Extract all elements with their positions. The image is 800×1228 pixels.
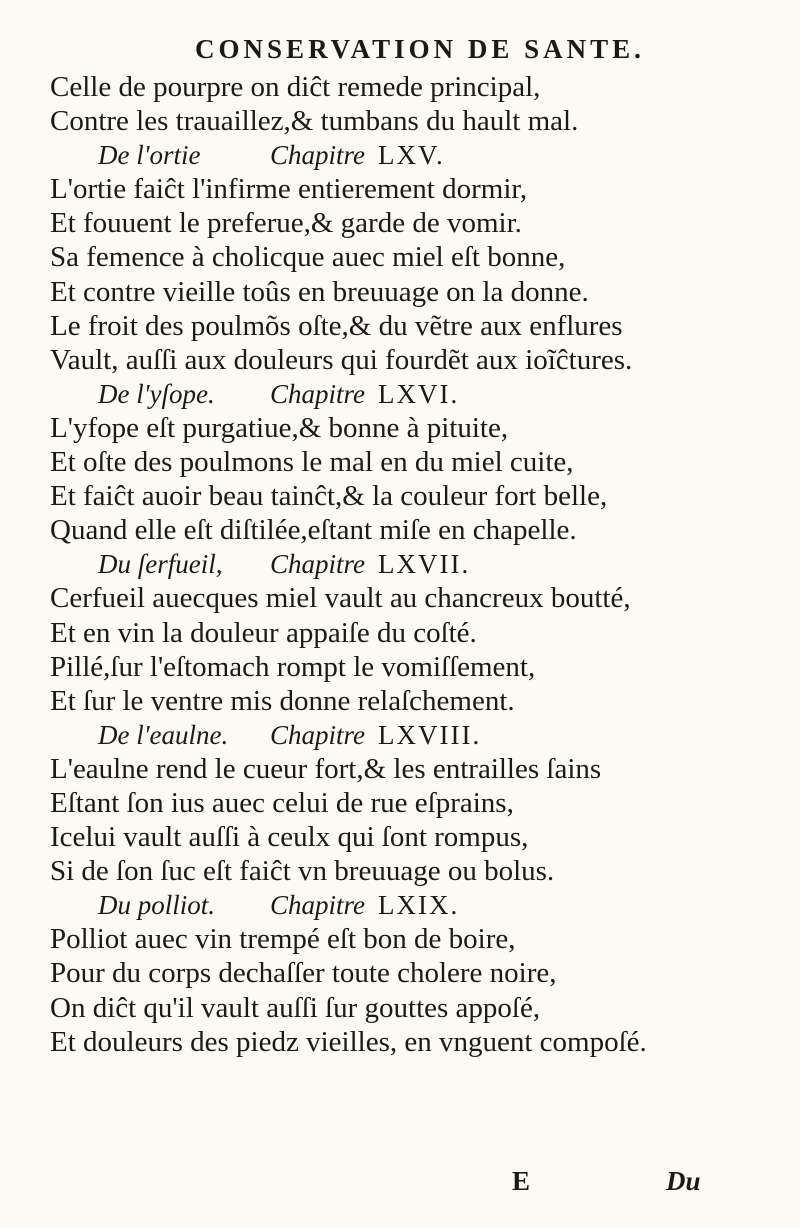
chapter-title: De l'ortie (98, 140, 201, 171)
verse-line: Icelui vault auſſi à ceulx qui ſont rompus, (50, 821, 529, 854)
verse-line: Eſtant ſon ius auec celui de rue eſprains, (50, 786, 514, 819)
signature-mark: E (512, 1166, 531, 1196)
chapter-heading (50, 138, 770, 172)
verse-line: Et douleurs des piedz vieilles, en vnguent compoſé. (50, 1025, 647, 1058)
chapter-heading (50, 718, 770, 752)
verse-line: Celle de pourpre on diĉt remede principal, (50, 71, 541, 103)
verse-line: Pour du corps dechaſſer toute cholere noire, (50, 957, 557, 990)
verse-line: Polliot auec vin trempé eſt bon de boire, (50, 923, 516, 956)
chapter-label: Chapitre (270, 549, 366, 580)
verse-line: L'eaulne rend le cueur fort,& les entrailles ſains (50, 752, 602, 785)
verse-line: L'yfope eſt purgatiue,& bonne à pituite, (50, 411, 509, 444)
chapter-label: Chapitre (270, 719, 366, 750)
verse-line: Et ſur le ventre mis donne relaſchement. (50, 684, 515, 717)
verse-line: Cerfueil auecques miel vault au chancreux boutté, (50, 582, 631, 615)
chapter-label: Chapitre (270, 890, 366, 921)
verse-line: On diĉt qu'il vault auſſi ſur gouttes appoſé, (50, 991, 541, 1024)
chapter-number: LXVI. (378, 378, 460, 409)
chapter-title: De l'eaulne. (98, 719, 229, 750)
verse-line: Contre les trauaillez,& tumbans du hault mal. (50, 105, 579, 138)
verse-line: L'ortie faiĉt l'infirme entierement dormir, (50, 173, 528, 206)
body-text (50, 70, 770, 1059)
verse-line: Et oſte des poulmons le mal en du miel cuite, (50, 446, 574, 479)
chapter-title: De l'yſope. (98, 378, 215, 409)
running-head: CONSERVATION DE SANTE. (195, 34, 645, 64)
page-footer (0, 1166, 800, 1200)
verse-line: Sa femence à cholicque auec miel eſt bonne, (50, 241, 566, 274)
chapter-number: LXV. (378, 140, 445, 171)
chapter-heading (50, 888, 770, 922)
chapter-number: LXVII. (378, 549, 471, 580)
verse-line: Quand elle eſt diſtilée,eſtant miſe en chapelle. (50, 514, 577, 547)
verse-line: Et en vin la douleur appaiſe du coſté. (50, 616, 477, 649)
chapter-heading (50, 547, 770, 581)
verse-line: Et contre vieille toûs en breuuage on la donne. (50, 275, 589, 308)
chapter-label: Chapitre (270, 140, 366, 171)
chapter-number: LXIX. (378, 890, 460, 921)
verse-line: Et faiĉt auoir beau tainĉt,& la couleur fort belle, (50, 480, 608, 513)
verse-line: Le froit des poulmõs oſte,& du vẽtre aux enflures (50, 309, 623, 342)
chapter-number: LXVIII. (378, 719, 482, 750)
chapter-title: Du polliot. (98, 890, 216, 921)
verse-line: Et fouuent le preferue,& garde de vomir. (50, 207, 522, 240)
verse-line: Vault, auſſi aux douleurs qui fourdẽt aux ioĩĉtures. (50, 343, 633, 376)
verse-line: Pillé,ſur l'eſtomach rompt le vomiſſement, (50, 650, 536, 683)
chapter-title: Du ſerfueil, (98, 549, 223, 580)
chapter-label: Chapitre (270, 378, 366, 409)
catchword: Du (666, 1166, 701, 1196)
chapter-heading (50, 377, 770, 411)
verse-line: Si de ſon ſuc eſt faiĉt vn breuuage ou bolus. (50, 855, 555, 888)
